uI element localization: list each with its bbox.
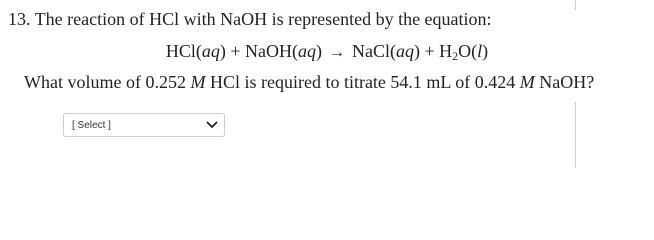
eq-reactant-1: HCl(	[165, 41, 202, 61]
question-prompt	[24, 72, 594, 93]
prompt-text: What volume of 0.252	[24, 72, 191, 92]
eq-reactant-2: ) + NaOH(	[219, 41, 298, 61]
question-title: 13. The reaction of HCl with NaOH is represented by the equation:	[8, 9, 492, 29]
answer-select-value: [ Select ]	[72, 119, 111, 131]
eq-state: aq	[201, 41, 220, 61]
divider-line-bottom	[575, 102, 576, 168]
chemical-equation	[0, 41, 654, 62]
prompt-text: HCl is required to titrate 54.1 mL of 0.424	[205, 72, 520, 92]
reaction-arrow: →	[328, 44, 345, 61]
eq-close: )	[482, 41, 489, 61]
eq-close: )	[315, 41, 322, 61]
molarity-unit: M	[190, 72, 206, 92]
eq-state: l	[477, 41, 483, 61]
divider-line-top	[575, 0, 576, 10]
eq-product-2b: O(	[458, 41, 478, 61]
eq-state: aq	[395, 41, 414, 61]
prompt-text: NaOH?	[534, 72, 595, 92]
chevron-down-icon	[206, 121, 218, 129]
eq-state: aq	[297, 41, 316, 61]
molarity-unit: M	[519, 72, 535, 92]
answer-select[interactable]	[63, 113, 225, 137]
eq-product-2: ) + H	[413, 41, 453, 61]
eq-subscript: 2	[452, 49, 459, 63]
eq-product-1: NaCl(	[351, 41, 396, 61]
